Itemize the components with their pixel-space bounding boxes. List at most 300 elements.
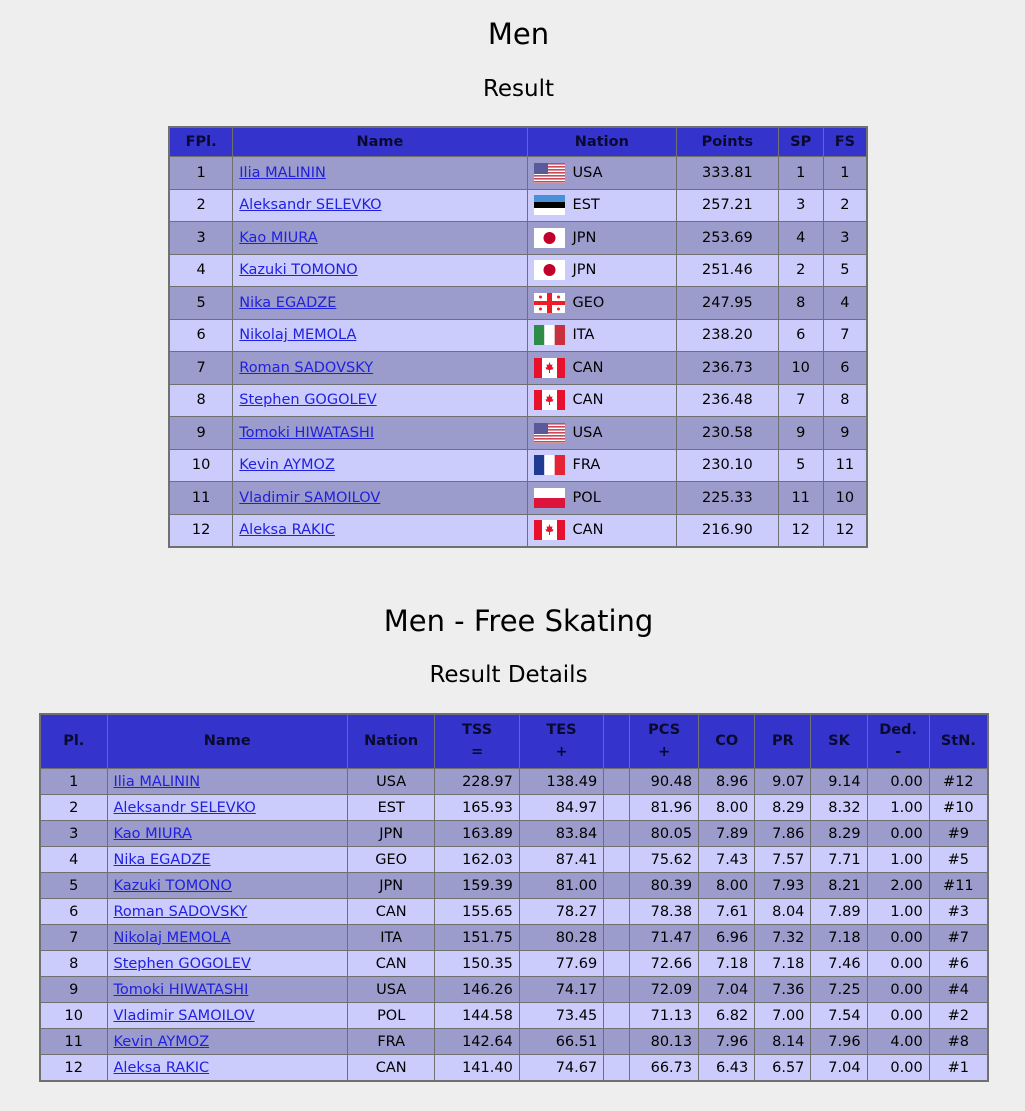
nation-cell — [528, 352, 678, 385]
sk-cell: 7.71 — [811, 847, 867, 873]
jpn-flag-icon — [534, 228, 565, 248]
pr-cell: 8.29 — [755, 795, 811, 821]
pr-cell: 7.32 — [755, 925, 811, 951]
skater-link[interactable]: Tomoki HIWATASHI — [239, 424, 375, 441]
tss-cell: 146.26 — [435, 977, 519, 1003]
tss-cell: 165.93 — [435, 795, 519, 821]
table-row — [170, 190, 866, 223]
name-cell — [233, 417, 527, 450]
sp-cell: 8 — [779, 287, 824, 320]
nation-code: POL — [572, 489, 601, 506]
spacer-cell — [604, 951, 630, 977]
pr-cell: 7.36 — [755, 977, 811, 1003]
skater-link[interactable]: Aleksa RAKIC — [239, 522, 335, 539]
est-flag-icon — [534, 195, 565, 215]
usa-flag-icon — [534, 423, 565, 443]
name-cell — [108, 1029, 348, 1055]
spacer-cell — [604, 873, 630, 899]
sk-cell: 7.04 — [811, 1055, 867, 1080]
points-cell: 247.95 — [677, 287, 778, 320]
name-cell — [233, 385, 527, 418]
pcs-cell: 80.05 — [630, 821, 699, 847]
fpl-cell: 4 — [170, 255, 233, 288]
name-cell — [108, 951, 348, 977]
tss-cell: 163.89 — [435, 821, 519, 847]
col-operator: - — [895, 743, 902, 760]
nation-cell — [528, 157, 678, 190]
stn-cell: #11 — [930, 873, 987, 899]
pl-cell: 2 — [41, 795, 108, 821]
result-table — [168, 126, 868, 548]
tes-cell: 83.84 — [520, 821, 604, 847]
fra-flag-icon — [534, 455, 565, 475]
nation-cell — [528, 385, 678, 418]
stn-cell: #9 — [930, 821, 987, 847]
table-row — [170, 287, 866, 320]
nation-cell — [528, 417, 678, 450]
co-cell: 7.04 — [699, 977, 755, 1003]
fpl-cell: 2 — [170, 190, 233, 223]
stn-cell: #10 — [930, 795, 987, 821]
pl-cell: 3 — [41, 821, 108, 847]
sk-cell: 9.14 — [811, 769, 867, 795]
spacer-cell — [604, 795, 630, 821]
pl-cell: 12 — [41, 1055, 108, 1080]
col-nation — [348, 715, 435, 769]
table-row — [41, 1029, 987, 1055]
table-row — [41, 1055, 987, 1080]
fs-cell: 10 — [824, 482, 866, 515]
tes-cell: 81.00 — [520, 873, 604, 899]
sp-cell: 12 — [779, 515, 824, 547]
details-header-row — [41, 715, 987, 769]
table-row — [170, 352, 866, 385]
table-row — [170, 385, 866, 418]
nation-code: CAN — [572, 392, 604, 409]
skater-link[interactable]: Kevin AYMOZ — [239, 457, 335, 474]
sp-cell: 6 — [779, 320, 824, 353]
pl-cell: 7 — [41, 925, 108, 951]
tss-cell: 162.03 — [435, 847, 519, 873]
tes-cell: 84.97 — [520, 795, 604, 821]
can-flag-icon — [534, 520, 565, 540]
table-row — [41, 847, 987, 873]
tss-cell: 141.40 — [435, 1055, 519, 1080]
nation-cell: CAN — [348, 899, 435, 925]
skater-link[interactable]: Kazuki TOMONO — [113, 877, 232, 894]
nation-cell — [528, 515, 678, 547]
col-tss — [435, 715, 519, 769]
table-row — [41, 769, 987, 795]
table-row — [41, 1003, 987, 1029]
nation-code: JPN — [572, 229, 597, 246]
fpl-cell: 11 — [170, 482, 233, 515]
col-ded — [868, 715, 930, 769]
nation-cell — [528, 222, 678, 255]
can-flag-icon — [534, 358, 565, 378]
pr-cell: 7.57 — [755, 847, 811, 873]
table-row — [41, 899, 987, 925]
nation-code: JPN — [572, 262, 597, 279]
tes-cell: 80.28 — [520, 925, 604, 951]
pcs-cell: 71.13 — [630, 1003, 699, 1029]
section-subtitle: Result — [482, 76, 555, 102]
skater-link[interactable]: Aleksandr SELEVKO — [239, 197, 382, 214]
tes-cell: 77.69 — [520, 951, 604, 977]
col-label: PR — [771, 732, 794, 749]
ded-cell: 0.00 — [868, 951, 930, 977]
tes-cell: 66.51 — [520, 1029, 604, 1055]
pcs-cell: 80.39 — [630, 873, 699, 899]
tss-cell: 150.35 — [435, 951, 519, 977]
name-cell — [233, 515, 527, 547]
table-row — [41, 925, 987, 951]
col-sk — [811, 715, 867, 769]
table-row — [41, 873, 987, 899]
col-points: Points — [677, 128, 778, 157]
nation-cell: POL — [348, 1003, 435, 1029]
skater-link[interactable]: Nikolaj MEMOLA — [239, 327, 357, 344]
skater-link[interactable]: Nika EGADZE — [239, 294, 337, 311]
sp-cell: 5 — [779, 450, 824, 483]
table-row — [170, 515, 866, 547]
co-cell: 7.43 — [699, 847, 755, 873]
skater-link[interactable]: Roman SADOVSKY — [239, 359, 374, 376]
tss-cell: 144.58 — [435, 1003, 519, 1029]
table-row — [170, 450, 866, 483]
table-row — [41, 795, 987, 821]
nation-cell: USA — [348, 769, 435, 795]
name-cell — [108, 1055, 348, 1080]
skater-link[interactable]: Roman SADOVSKY — [113, 903, 248, 920]
name-cell — [108, 847, 348, 873]
co-cell: 6.43 — [699, 1055, 755, 1080]
pcs-cell: 78.38 — [630, 899, 699, 925]
jpn-flag-icon — [534, 260, 565, 280]
pr-cell: 7.00 — [755, 1003, 811, 1029]
ded-cell: 2.00 — [868, 873, 930, 899]
skater-link[interactable]: Nikolaj MEMOLA — [113, 929, 231, 946]
spacer-cell — [604, 1029, 630, 1055]
stn-cell: #4 — [930, 977, 987, 1003]
skater-link[interactable]: Kao MIURA — [239, 229, 318, 246]
name-cell — [108, 821, 348, 847]
table-row — [170, 255, 866, 288]
col-label: Name — [203, 732, 251, 749]
name-cell — [108, 977, 348, 1003]
tes-cell: 87.41 — [520, 847, 604, 873]
skater-link[interactable]: Aleksa RAKIC — [113, 1059, 210, 1076]
tes-cell: 78.27 — [520, 899, 604, 925]
name-cell — [108, 795, 348, 821]
stn-cell: #7 — [930, 925, 987, 951]
co-cell: 7.18 — [699, 951, 755, 977]
nation-cell: JPN — [348, 873, 435, 899]
sp-cell: 10 — [779, 352, 824, 385]
co-cell: 8.00 — [699, 795, 755, 821]
sk-cell: 7.96 — [811, 1029, 867, 1055]
sp-cell: 1 — [779, 157, 824, 190]
ded-cell: 1.00 — [868, 795, 930, 821]
sp-cell: 4 — [779, 222, 824, 255]
name-cell — [233, 287, 527, 320]
fpl-cell: 10 — [170, 450, 233, 483]
stn-cell: #2 — [930, 1003, 987, 1029]
nation-code: FRA — [572, 457, 601, 474]
spacer-cell — [604, 1055, 630, 1080]
skater-link[interactable]: Stephen GOGOLEV — [113, 955, 251, 972]
name-cell — [233, 222, 527, 255]
fpl-cell: 1 — [170, 157, 233, 190]
sk-cell: 8.32 — [811, 795, 867, 821]
fs-cell: 9 — [824, 417, 866, 450]
fs-cell: 4 — [824, 287, 866, 320]
table-row — [170, 417, 866, 450]
pl-cell: 5 — [41, 873, 108, 899]
stn-cell: #1 — [930, 1055, 987, 1080]
sk-cell: 7.46 — [811, 951, 867, 977]
skater-link[interactable]: Aleksandr SELEVKO — [113, 799, 256, 816]
co-cell: 6.96 — [699, 925, 755, 951]
pl-cell: 10 — [41, 1003, 108, 1029]
sk-cell: 8.29 — [811, 821, 867, 847]
tss-cell: 142.64 — [435, 1029, 519, 1055]
ita-flag-icon — [534, 325, 565, 345]
ded-cell: 0.00 — [868, 925, 930, 951]
nation-cell: USA — [348, 977, 435, 1003]
name-cell — [108, 873, 348, 899]
sp-cell: 2 — [779, 255, 824, 288]
pr-cell: 8.14 — [755, 1029, 811, 1055]
co-cell: 7.61 — [699, 899, 755, 925]
col-label: SK — [828, 732, 850, 749]
table-row — [41, 977, 987, 1003]
skater-link[interactable]: Tomoki HIWATASHI — [113, 981, 249, 998]
pcs-cell: 81.96 — [630, 795, 699, 821]
skater-link[interactable]: Nika EGADZE — [113, 851, 211, 868]
col-name: Name — [233, 128, 527, 157]
points-cell: 216.90 — [677, 515, 778, 547]
points-cell: 257.21 — [677, 190, 778, 223]
fpl-cell: 5 — [170, 287, 233, 320]
col-operator: = — [471, 743, 484, 760]
ded-cell: 4.00 — [868, 1029, 930, 1055]
nation-cell — [528, 190, 678, 223]
co-cell: 7.96 — [699, 1029, 755, 1055]
pr-cell: 7.86 — [755, 821, 811, 847]
nation-cell: GEO — [348, 847, 435, 873]
nation-cell: ITA — [348, 925, 435, 951]
nation-cell — [528, 482, 678, 515]
pcs-cell: 72.66 — [630, 951, 699, 977]
col-pr — [755, 715, 811, 769]
spacer-cell — [604, 769, 630, 795]
result-header-row — [170, 128, 866, 157]
col-name — [108, 715, 348, 769]
stn-cell: #3 — [930, 899, 987, 925]
ded-cell: 1.00 — [868, 847, 930, 873]
spacer-cell — [604, 847, 630, 873]
col-label: TES — [546, 722, 577, 739]
table-row — [170, 157, 866, 190]
fs-cell: 5 — [824, 255, 866, 288]
tes-cell: 74.17 — [520, 977, 604, 1003]
details-table — [39, 713, 989, 1082]
pol-flag-icon — [534, 488, 565, 508]
pl-cell: 9 — [41, 977, 108, 1003]
nation-cell — [528, 255, 678, 288]
ded-cell: 0.00 — [868, 1055, 930, 1080]
fs-cell: 6 — [824, 352, 866, 385]
col-co — [699, 715, 755, 769]
fpl-cell: 3 — [170, 222, 233, 255]
spacer-cell — [604, 1003, 630, 1029]
table-row — [170, 222, 866, 255]
skater-link[interactable]: Stephen GOGOLEV — [239, 392, 377, 409]
sk-cell: 8.21 — [811, 873, 867, 899]
col-operator: + — [555, 743, 568, 760]
col-label: CO — [715, 732, 739, 749]
name-cell — [233, 255, 527, 288]
pcs-cell: 80.13 — [630, 1029, 699, 1055]
can-flag-icon — [534, 390, 565, 410]
nation-cell: JPN — [348, 821, 435, 847]
col-label: PCS — [648, 722, 681, 739]
points-cell: 236.48 — [677, 385, 778, 418]
spacer-cell — [604, 821, 630, 847]
sp-cell: 7 — [779, 385, 824, 418]
points-cell: 253.69 — [677, 222, 778, 255]
nation-code: USA — [572, 164, 603, 181]
sp-cell: 9 — [779, 417, 824, 450]
sk-cell: 7.25 — [811, 977, 867, 1003]
skater-link[interactable]: Vladimir SAMOILOV — [113, 1007, 255, 1024]
co-cell: 7.89 — [699, 821, 755, 847]
pl-cell: 6 — [41, 899, 108, 925]
points-cell: 238.20 — [677, 320, 778, 353]
stn-cell: #12 — [930, 769, 987, 795]
col-label: Ded. — [879, 722, 918, 739]
geo-flag-icon — [534, 293, 565, 313]
fs-cell: 3 — [824, 222, 866, 255]
page-title: Men — [487, 17, 550, 51]
spacer-cell — [604, 925, 630, 951]
fpl-cell: 6 — [170, 320, 233, 353]
points-cell: 230.58 — [677, 417, 778, 450]
tss-cell: 151.75 — [435, 925, 519, 951]
fs-cell: 12 — [824, 515, 866, 547]
name-cell — [233, 450, 527, 483]
pr-cell: 9.07 — [755, 769, 811, 795]
col-nation: Nation — [528, 128, 678, 157]
tss-cell: 159.39 — [435, 873, 519, 899]
pcs-cell: 66.73 — [630, 1055, 699, 1080]
col-fs: FS — [824, 128, 866, 157]
skater-link[interactable]: Ilia MALININ — [113, 773, 201, 790]
col-label: StN. — [940, 732, 976, 749]
col-sp: SP — [779, 128, 824, 157]
pr-cell: 7.18 — [755, 951, 811, 977]
col-stn — [930, 715, 987, 769]
pl-cell: 8 — [41, 951, 108, 977]
name-cell — [108, 769, 348, 795]
fs-cell: 2 — [824, 190, 866, 223]
col-label: Pl. — [63, 732, 85, 749]
skater-link[interactable]: Ilia MALININ — [239, 164, 326, 181]
skater-link[interactable]: Kevin AYMOZ — [113, 1033, 210, 1050]
name-cell — [108, 1003, 348, 1029]
table-row — [41, 821, 987, 847]
table-row — [170, 482, 866, 515]
spacer-cell — [604, 977, 630, 1003]
ded-cell: 0.00 — [868, 769, 930, 795]
pl-cell: 1 — [41, 769, 108, 795]
name-cell — [233, 482, 527, 515]
col-label: Nation — [364, 732, 419, 749]
pr-cell: 8.04 — [755, 899, 811, 925]
name-cell — [108, 925, 348, 951]
skater-link[interactable]: Vladimir SAMOILOV — [239, 489, 381, 506]
spacer-cell — [604, 899, 630, 925]
nation-code: GEO — [572, 294, 605, 311]
skater-link[interactable]: Kao MIURA — [113, 825, 192, 842]
name-cell — [233, 320, 527, 353]
fs-cell: 11 — [824, 450, 866, 483]
nation-cell: CAN — [348, 1055, 435, 1080]
pr-cell: 7.93 — [755, 873, 811, 899]
section2-subtitle: Result Details — [429, 662, 588, 688]
tss-cell: 155.65 — [435, 899, 519, 925]
points-cell: 225.33 — [677, 482, 778, 515]
co-cell: 6.82 — [699, 1003, 755, 1029]
ded-cell: 1.00 — [868, 899, 930, 925]
co-cell: 8.00 — [699, 873, 755, 899]
nation-code: EST — [572, 197, 600, 214]
fpl-cell: 8 — [170, 385, 233, 418]
pl-cell: 11 — [41, 1029, 108, 1055]
pcs-cell: 71.47 — [630, 925, 699, 951]
section2-title: Men - Free Skating — [383, 604, 654, 638]
pcs-cell: 75.62 — [630, 847, 699, 873]
sk-cell: 7.54 — [811, 1003, 867, 1029]
fpl-cell: 9 — [170, 417, 233, 450]
ded-cell: 0.00 — [868, 1003, 930, 1029]
stn-cell: #8 — [930, 1029, 987, 1055]
points-cell: 236.73 — [677, 352, 778, 385]
pl-cell: 4 — [41, 847, 108, 873]
name-cell — [233, 352, 527, 385]
fpl-cell: 7 — [170, 352, 233, 385]
tss-cell: 228.97 — [435, 769, 519, 795]
nation-cell — [528, 320, 678, 353]
sp-cell: 3 — [779, 190, 824, 223]
sk-cell: 7.18 — [811, 925, 867, 951]
nation-code: CAN — [572, 522, 604, 539]
col-pl — [41, 715, 108, 769]
points-cell: 230.10 — [677, 450, 778, 483]
pr-cell: 6.57 — [755, 1055, 811, 1080]
col-label: TSS — [462, 722, 493, 739]
col-spacer — [604, 715, 630, 769]
skater-link[interactable]: Kazuki TOMONO — [239, 262, 358, 279]
usa-flag-icon — [534, 163, 565, 183]
nation-cell — [528, 450, 678, 483]
co-cell: 8.96 — [699, 769, 755, 795]
col-operator: + — [658, 743, 671, 760]
ded-cell: 0.00 — [868, 821, 930, 847]
nation-code: ITA — [572, 327, 595, 344]
nation-code: CAN — [572, 359, 604, 376]
